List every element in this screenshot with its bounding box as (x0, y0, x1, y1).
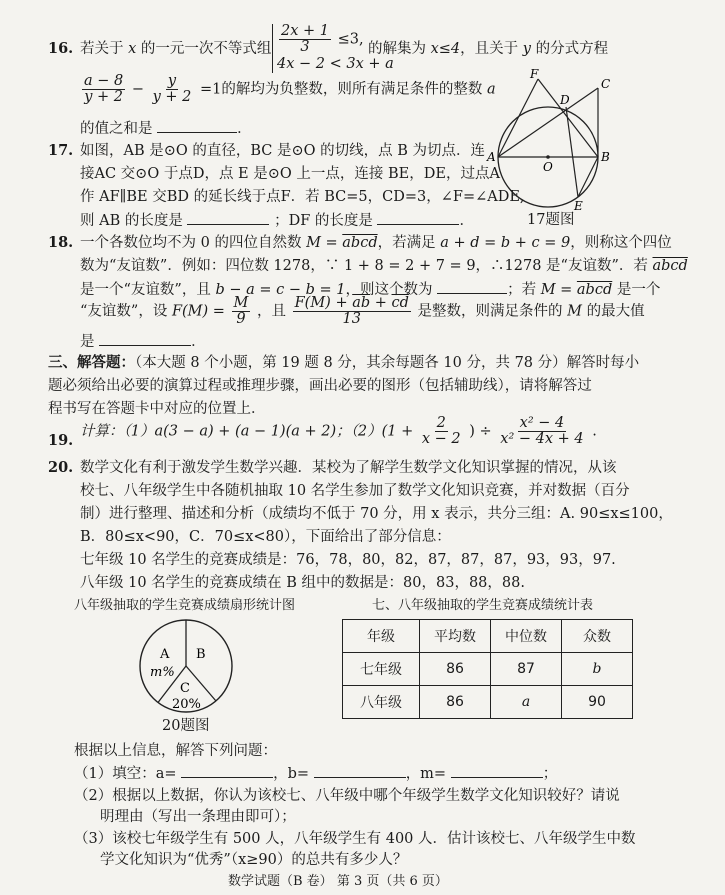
pie-label-b: B (196, 647, 206, 662)
segment-ac (498, 88, 598, 157)
table-header-row (343, 620, 633, 653)
q17-line4: 则 AB 的长度是 ；DF 的长度是 ． (80, 210, 474, 231)
label-f: F (530, 67, 539, 81)
q16-inequality-system: $\frac{2x + 1}{3}$ ≤3, 4x − 2 < 3x + a (270, 24, 394, 73)
q18-line1: 一个各数位均不为 0 的四位自然数 M = abcd，若满足 a + d = b + c = 9，则称这个四位 (80, 235, 672, 251)
q18-line3: 是一个“友谊数”，且 b − a = c − b = 1，则这个数为 ；若 M = abcd 是一个 (80, 279, 660, 300)
q20-sub2-a: （2）根据以上数据，你认为该校七、八年级中哪个年级学生数学文化知识较好？请说 (74, 788, 620, 804)
q17-line3: 作 AF∥BE 交BD 的延长线于点F．若 BC=5，CD=3，∠F=∠ADE, (80, 189, 525, 205)
q20-pie-chart (136, 616, 236, 716)
q18-line2: 数为“友谊数”．例如：四位数 1278，∵ 1 + 8 = 2 + 7 = 9，∴1278 是“友谊数”．若 abcd (80, 258, 688, 274)
segment-de (566, 107, 578, 197)
q17-caption: 17题图 (527, 212, 575, 228)
table-header-cell: 平均数 (420, 620, 491, 653)
table-cell: 86 (420, 653, 491, 686)
q16-number: 16. (48, 40, 74, 57)
table-header-cell: 中位数 (491, 620, 562, 653)
q20-line4: B．80≤x<90，C．70≤x<80），下面给出了部分信息： (80, 529, 451, 545)
table-title: 七、八年级抽取的学生竞赛成绩统计表 (372, 598, 594, 613)
section3-line3: 程书写在答题卡中对应的位置上． (48, 401, 266, 417)
table-cell: 86 (420, 686, 491, 719)
table-cell: 八年级 (343, 686, 420, 719)
q20-a-blank[interactable] (181, 763, 273, 778)
pie-chart-title: 八年级抽取的学生竞赛成绩扇形统计图 (74, 598, 296, 613)
table-row (343, 686, 633, 719)
q20-sub3-b: 学文化知识为“优秀”（x≥90）的总共有多少人？ (100, 852, 408, 868)
pie-label-c-value: 20% (172, 697, 201, 712)
label-b: B (601, 150, 610, 164)
q18-number: 18. (48, 234, 74, 251)
q17-df-blank[interactable] (377, 210, 459, 225)
table-cell: 七年级 (343, 653, 420, 686)
q18-line4: “友谊数”，设 F(M) = $\frac{M}{9}$ ，且 $\frac{F(M) + \overline{ab} + \overline{cd}}{13}$ 是整数，则满足条件的 M 的最大值 (80, 295, 645, 327)
pie-caption: 20题图 (162, 718, 210, 734)
segment-af (498, 79, 538, 157)
q20-number: 20. (48, 459, 74, 476)
q18-max-blank[interactable] (99, 331, 191, 346)
label-e: E (574, 199, 583, 213)
q20-sub1: （1）填空：a= ，b= ，m= ； (74, 763, 557, 784)
section3-line2: 题必须给出必要的演算过程或推理步骤，画出必要的图形（包括辅助线），请将解答过 (48, 378, 592, 394)
q16-text-b: 的解集为 x≤4，且关于 y 的分式方程 (368, 41, 609, 57)
q16-line1 (0, 24, 725, 74)
q20-line2: 校七、八年级学生中各随机抽取 10 名学生参加了数学文化知识竞赛，并对数据（百分 (80, 483, 630, 499)
q20-line6: 八年级 10 名学生的竞赛成绩在 B 组中的数据是：80，83，88，88. (80, 575, 525, 591)
q18-line5: 是 ． (80, 331, 206, 352)
pie-label-a-value: m% (150, 665, 175, 680)
q20-prompt: 根据以上信息，解答下列问题： (74, 743, 277, 759)
q17-line2: 接AC 交⊙O 于点D，点 E 是⊙O 上一点，连接 BE，DE，过点A (80, 166, 500, 182)
q16-line3: 的值之和是 ． (80, 118, 252, 139)
point-o (546, 155, 550, 159)
q17-geometry-figure (486, 64, 616, 214)
q18-number-blank[interactable] (437, 279, 507, 294)
label-d: D (560, 93, 570, 107)
table-row (343, 653, 633, 686)
q19-expression: 计算：（1）a(3 − a) + (a − 1)(a + 2)；（2）(1 + $\frac{2}{x - 2}$ ) ÷ $\frac{\text{x² − 4}}{\text{x² − 4x + 4}}$ . (80, 415, 597, 447)
pie-divider-right (186, 666, 216, 701)
q16-text-a: 若关于 x 的一元一次不等式组 (80, 41, 272, 57)
q20-sub2-b: 明理由（写出一条理由即可）； (100, 809, 296, 825)
label-c: C (601, 77, 611, 91)
q20-line3: 制）进行整理、描述和分析（成绩均不低于 70 分，用 x 表示，共分三组：A. 90≤x≤100， (80, 506, 673, 522)
q16-equation: $\frac{a - 8}{y + 2}$ − $\frac{y}{y + 2}$ =1的解均为负整数，则所有满足条件的整数 a (84, 73, 496, 105)
section3-line1: 三、解答题：（本大题 8 个小题，第 19 题 8 分，其余每题各 10 分，共 78 分）解答时每小 (48, 354, 640, 371)
table-header-cell: 众数 (562, 620, 633, 653)
q20-b-blank[interactable] (314, 763, 406, 778)
segment-be (578, 157, 598, 197)
stats-table (342, 619, 633, 719)
page-footer: 数学试题（B 卷） 第 3 页（共 6 页） (228, 874, 448, 889)
q20-line1: 数学文化有利于激发学生数学兴趣．某校为了解学生数学文化知识掌握的情况，从该 (80, 460, 617, 476)
table-cell: 87 (491, 653, 562, 686)
table-cell: 90 (562, 686, 633, 719)
q17-line1: 如图，AB 是⊙O 的直径，BC 是⊙O 的切线，点 B 为切点．连 (80, 143, 486, 159)
q20-m-blank[interactable] (451, 763, 543, 778)
table-cell: a (491, 686, 562, 719)
table-header-cell: 年级 (343, 620, 420, 653)
q20-sub3-a: （3）该校七年级学生有 500 人，八年级学生有 400 人．估计该校七、八年级学生中数 (74, 831, 636, 847)
label-o: O (543, 160, 553, 174)
q20-line5: 七年级 10 名学生的竞赛成绩是：76，78，80，82，87，87，87，93，93，97. (80, 552, 616, 568)
table-cell: b (562, 653, 633, 686)
q17-ab-blank[interactable] (187, 210, 269, 225)
label-a: A (487, 150, 496, 164)
pie-label-a: A (160, 647, 170, 662)
q16-answer-blank[interactable] (157, 118, 237, 133)
pie-label-c: C (180, 681, 190, 696)
q19-number: 19. (48, 432, 74, 449)
q17-number: 17. (48, 142, 74, 159)
